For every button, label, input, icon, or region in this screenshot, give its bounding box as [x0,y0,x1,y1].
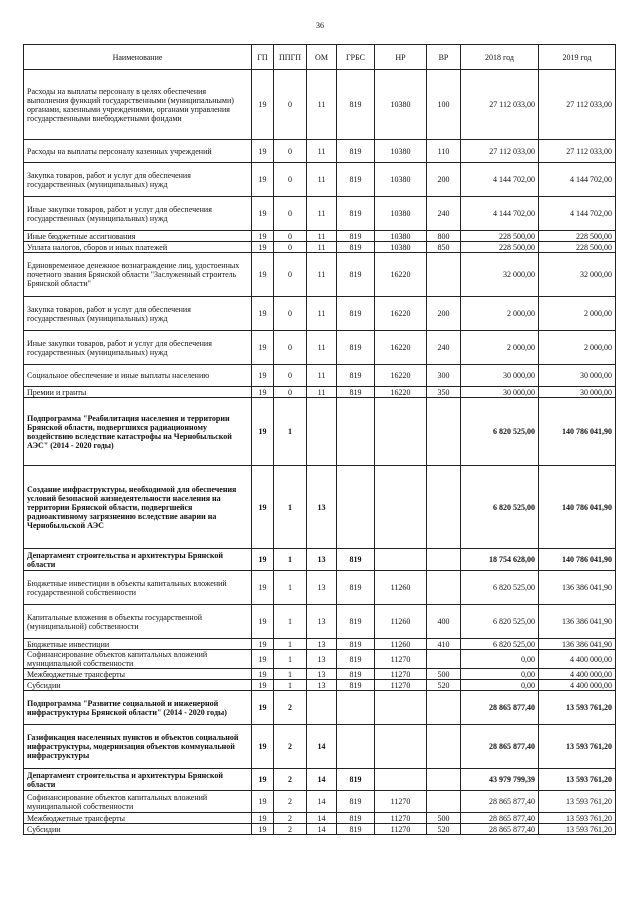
row-amount-2019: 13 593 761,20 [539,769,616,791]
row-nr: 11270 [375,824,427,835]
row-amount-2019: 4 400 000,00 [539,680,616,691]
row-om: 11 [307,70,337,140]
row-om [307,691,337,725]
row-nr: 16220 [375,365,427,387]
row-amount-2019: 4 400 000,00 [539,669,616,680]
row-ppgp: 0 [274,297,307,331]
row-vr: 240 [427,197,461,231]
row-nr: 10380 [375,140,427,163]
row-amount-2019: 13 593 761,20 [539,691,616,725]
row-ppgp: 0 [274,242,307,253]
row-ppgp: 1 [274,650,307,669]
row-om: 11 [307,197,337,231]
row-vr: 110 [427,140,461,163]
row-grbs: 819 [337,140,375,163]
row-name: Субсидии [24,680,252,691]
row-amount-2018: 28 865 877,40 [461,813,539,824]
row-vr: 400 [427,605,461,639]
row-grbs: 819 [337,813,375,824]
row-name: Закупка товаров, работ и услуг для обеспечения государственных (муниципальных) нужд [24,163,252,197]
row-vr [427,398,461,466]
header-om: ОМ [307,45,337,70]
row-ppgp: 2 [274,791,307,813]
row-ppgp: 0 [274,365,307,387]
row-nr: 16220 [375,253,427,297]
table-row [24,605,616,639]
table-row [24,70,616,140]
row-om: 13 [307,571,337,605]
row-om: 14 [307,791,337,813]
row-gp: 19 [252,163,274,197]
row-gp: 19 [252,824,274,835]
row-nr: 10380 [375,242,427,253]
row-name: Расходы на выплаты персоналу в целях обеспечения выполнения функций государственными (муниципальными) органами, казенными учреждениями, органами управления государственными внебюджетными фондами [24,70,252,140]
row-vr [427,253,461,297]
row-vr: 500 [427,813,461,824]
row-nr: 10380 [375,163,427,197]
row-nr: 16220 [375,331,427,365]
row-grbs [337,691,375,725]
row-gp: 19 [252,669,274,680]
row-nr [375,725,427,769]
row-vr [427,549,461,571]
row-nr: 11260 [375,571,427,605]
row-grbs: 819 [337,70,375,140]
row-om: 13 [307,466,337,549]
row-nr: 10380 [375,70,427,140]
header-grbs: ГРБС [337,45,375,70]
row-ppgp: 2 [274,813,307,824]
row-grbs [337,398,375,466]
row-nr: 16220 [375,297,427,331]
row-name: Межбюджетные трансферты [24,669,252,680]
row-gp: 19 [252,680,274,691]
row-om: 11 [307,331,337,365]
table-row [24,549,616,571]
row-amount-2019: 228 500,00 [539,231,616,242]
row-amount-2019: 27 112 033,00 [539,140,616,163]
table-body [24,70,616,835]
row-nr: 16220 [375,387,427,398]
header-gp: ГП [252,45,274,70]
row-nr: 11260 [375,639,427,650]
row-gp: 19 [252,605,274,639]
row-gp: 19 [252,331,274,365]
row-vr: 100 [427,70,461,140]
row-name: Капитальные вложения в объекты государственной (муниципальной) собственности [24,605,252,639]
row-amount-2018: 6 820 525,00 [461,571,539,605]
budget-table [23,44,616,835]
row-amount-2019: 228 500,00 [539,242,616,253]
row-gp: 19 [252,549,274,571]
row-gp: 19 [252,571,274,605]
row-ppgp: 1 [274,680,307,691]
row-gp: 19 [252,791,274,813]
row-grbs [337,725,375,769]
row-vr: 350 [427,387,461,398]
row-name: Расходы на выплаты персоналу казенных учреждений [24,140,252,163]
row-om: 14 [307,813,337,824]
row-vr: 800 [427,231,461,242]
row-amount-2018: 30 000,00 [461,387,539,398]
row-ppgp: 0 [274,140,307,163]
row-nr: 11270 [375,813,427,824]
row-name: Иные закупки товаров, работ и услуг для обеспечения государственных (муниципальных) нужд [24,197,252,231]
row-nr [375,769,427,791]
row-name: Бюджетные инвестиции в объекты капитальных вложений государственной собственности [24,571,252,605]
row-name: Департамент строительства и архитектуры Брянской области [24,549,252,571]
table-row [24,197,616,231]
row-ppgp: 1 [274,571,307,605]
row-amount-2019: 136 386 041,90 [539,605,616,639]
table-row [24,231,616,242]
row-amount-2018: 28 865 877,40 [461,725,539,769]
row-gp: 19 [252,813,274,824]
table-row [24,639,616,650]
row-name: Подпрограмма "Реабилитация населения и территории Брянской области, подвергшихся радиационному воздействию вследствие катастрофы на Чернобыльской АЭС" (2014 - 2020 годы) [24,398,252,466]
row-ppgp: 1 [274,605,307,639]
row-amount-2019: 140 786 041,90 [539,466,616,549]
row-ppgp: 0 [274,231,307,242]
table-row [24,140,616,163]
row-ppgp: 0 [274,70,307,140]
row-gp: 19 [252,691,274,725]
row-nr: 11270 [375,650,427,669]
row-amount-2019: 13 593 761,20 [539,813,616,824]
row-amount-2019: 32 000,00 [539,253,616,297]
row-grbs: 819 [337,571,375,605]
row-gp: 19 [252,253,274,297]
row-om: 14 [307,769,337,791]
row-nr [375,549,427,571]
row-nr: 10380 [375,231,427,242]
row-amount-2018: 228 500,00 [461,231,539,242]
table-row [24,769,616,791]
row-amount-2018: 4 144 702,00 [461,163,539,197]
row-amount-2019: 13 593 761,20 [539,725,616,769]
row-grbs: 819 [337,669,375,680]
row-amount-2019: 4 144 702,00 [539,197,616,231]
row-vr: 850 [427,242,461,253]
row-om: 13 [307,669,337,680]
row-amount-2018: 6 820 525,00 [461,605,539,639]
row-grbs: 819 [337,253,375,297]
row-om [307,398,337,466]
row-name: Уплата налогов, сборов и иных платежей [24,242,252,253]
row-om: 14 [307,824,337,835]
row-nr: 11270 [375,669,427,680]
table-row [24,680,616,691]
row-gp: 19 [252,387,274,398]
row-amount-2018: 28 865 877,40 [461,824,539,835]
header-vr: ВР [427,45,461,70]
row-om: 11 [307,297,337,331]
row-amount-2018: 28 865 877,40 [461,791,539,813]
row-amount-2018: 28 865 877,40 [461,691,539,725]
row-grbs: 819 [337,549,375,571]
row-om: 11 [307,253,337,297]
row-gp: 19 [252,297,274,331]
row-nr [375,466,427,549]
row-grbs: 819 [337,297,375,331]
row-name: Закупка товаров, работ и услуг для обеспечения государственных (муниципальных) нужд [24,297,252,331]
row-ppgp: 0 [274,163,307,197]
table-row [24,398,616,466]
row-ppgp: 2 [274,824,307,835]
row-gp: 19 [252,231,274,242]
row-amount-2019: 136 386 041,90 [539,571,616,605]
row-vr: 520 [427,680,461,691]
row-amount-2019: 13 593 761,20 [539,791,616,813]
row-gp: 19 [252,197,274,231]
row-grbs [337,466,375,549]
row-grbs: 819 [337,163,375,197]
row-ppgp: 0 [274,387,307,398]
row-gp: 19 [252,398,274,466]
table-row [24,791,616,813]
row-name: Создание инфраструктуры, необходимой для обеспечения условий безопасной жизнедеятельности населения на территории Брянской области, подвергшейся радиоактивному загрязнению вследствие аварии на Чернобыльской АЭС [24,466,252,549]
row-nr: 10380 [375,197,427,231]
row-gp: 19 [252,639,274,650]
row-grbs: 819 [337,231,375,242]
row-om: 11 [307,163,337,197]
row-nr [375,691,427,725]
row-vr [427,725,461,769]
row-ppgp: 1 [274,398,307,466]
row-ppgp: 0 [274,331,307,365]
row-ppgp: 1 [274,639,307,650]
row-amount-2018: 6 820 525,00 [461,466,539,549]
table-row [24,466,616,549]
row-gp: 19 [252,650,274,669]
table-row [24,725,616,769]
row-om: 13 [307,650,337,669]
table-row [24,242,616,253]
row-vr: 520 [427,824,461,835]
row-amount-2019: 30 000,00 [539,365,616,387]
row-name: Подпрограмма "Развитие социальной и инженерной инфраструктуры Брянской области" (2014 - 2020 годы) [24,691,252,725]
row-amount-2018: 2 000,00 [461,297,539,331]
row-vr: 240 [427,331,461,365]
row-amount-2018: 27 112 033,00 [461,70,539,140]
table-row [24,297,616,331]
row-name: Бюджетные инвестиции [24,639,252,650]
row-name: Социальное обеспечение и иные выплаты населению [24,365,252,387]
row-name: Газификация населенных пунктов и объектов социальной инфраструктуры, модернизация объектов коммунальной инфраструктуры [24,725,252,769]
row-amount-2018: 18 754 628,00 [461,549,539,571]
row-amount-2019: 27 112 033,00 [539,70,616,140]
row-name: Межбюджетные трансферты [24,813,252,824]
row-grbs: 819 [337,365,375,387]
row-gp: 19 [252,140,274,163]
row-grbs: 819 [337,791,375,813]
table-row [24,331,616,365]
row-vr [427,650,461,669]
row-amount-2018: 2 000,00 [461,331,539,365]
row-amount-2019: 2 000,00 [539,331,616,365]
table-row [24,669,616,680]
row-om: 11 [307,365,337,387]
row-grbs: 819 [337,680,375,691]
row-gp: 19 [252,242,274,253]
row-grbs: 819 [337,605,375,639]
row-amount-2019: 140 786 041,90 [539,398,616,466]
row-grbs: 819 [337,331,375,365]
header-name: Наименование [24,45,252,70]
row-ppgp: 2 [274,769,307,791]
row-amount-2018: 6 820 525,00 [461,398,539,466]
row-amount-2018: 0,00 [461,680,539,691]
row-amount-2018: 27 112 033,00 [461,140,539,163]
table-row [24,691,616,725]
row-ppgp: 1 [274,466,307,549]
row-vr [427,791,461,813]
table-row [24,824,616,835]
row-grbs: 819 [337,387,375,398]
row-gp: 19 [252,466,274,549]
row-nr: 11270 [375,680,427,691]
row-amount-2018: 32 000,00 [461,253,539,297]
row-amount-2018: 0,00 [461,650,539,669]
row-amount-2019: 4 144 702,00 [539,163,616,197]
table-header-row [24,45,616,70]
row-vr [427,571,461,605]
row-amount-2018: 30 000,00 [461,365,539,387]
row-grbs: 819 [337,650,375,669]
row-gp: 19 [252,769,274,791]
table-row [24,253,616,297]
row-nr: 11270 [375,791,427,813]
row-vr: 200 [427,163,461,197]
row-amount-2018: 228 500,00 [461,242,539,253]
row-ppgp: 1 [274,549,307,571]
row-grbs: 819 [337,824,375,835]
row-gp: 19 [252,725,274,769]
row-om: 13 [307,639,337,650]
row-vr: 410 [427,639,461,650]
row-grbs: 819 [337,639,375,650]
row-amount-2019: 2 000,00 [539,297,616,331]
row-vr: 500 [427,669,461,680]
row-om: 11 [307,387,337,398]
row-om: 11 [307,140,337,163]
row-om: 13 [307,549,337,571]
row-name: Единовременное денежное вознаграждение лиц, удостоенных почетного звания Брянской области "Заслуженный строитель Брянской области" [24,253,252,297]
row-ppgp: 0 [274,197,307,231]
row-amount-2019: 4 400 000,00 [539,650,616,669]
row-name: Департамент строительства и архитектуры Брянской области [24,769,252,791]
row-amount-2019: 140 786 041,90 [539,549,616,571]
table-row [24,387,616,398]
row-vr [427,769,461,791]
header-ppgp: ППГП [274,45,307,70]
row-vr [427,691,461,725]
row-amount-2018: 43 979 799,39 [461,769,539,791]
row-grbs: 819 [337,197,375,231]
row-vr [427,466,461,549]
row-amount-2019: 13 593 761,20 [539,824,616,835]
row-name: Премии и гранты [24,387,252,398]
row-gp: 19 [252,365,274,387]
row-grbs: 819 [337,769,375,791]
row-amount-2019: 30 000,00 [539,387,616,398]
row-amount-2018: 6 820 525,00 [461,639,539,650]
row-nr [375,398,427,466]
table-row [24,813,616,824]
table-row [24,163,616,197]
row-om: 13 [307,605,337,639]
row-amount-2019: 136 386 041,90 [539,639,616,650]
row-vr: 200 [427,297,461,331]
row-name: Софинансирование объектов капитальных вложений муниципальной собственности [24,650,252,669]
table-row [24,650,616,669]
row-ppgp: 2 [274,691,307,725]
row-grbs: 819 [337,242,375,253]
row-gp: 19 [252,70,274,140]
header-nr: НР [375,45,427,70]
header-2019: 2019 год [539,45,616,70]
row-name: Софинансирование объектов капитальных вложений муниципальной собственности [24,791,252,813]
row-ppgp: 0 [274,253,307,297]
page-number: 36 [316,21,324,30]
row-om: 14 [307,725,337,769]
row-name: Иные бюджетные ассигнования [24,231,252,242]
row-name: Иные закупки товаров, работ и услуг для обеспечения государственных (муниципальных) нужд [24,331,252,365]
row-nr: 11260 [375,605,427,639]
table-row [24,571,616,605]
row-om: 11 [307,242,337,253]
row-vr: 300 [427,365,461,387]
row-om: 13 [307,680,337,691]
row-name: Субсидии [24,824,252,835]
row-om: 11 [307,231,337,242]
row-ppgp: 1 [274,669,307,680]
row-ppgp: 2 [274,725,307,769]
row-amount-2018: 4 144 702,00 [461,197,539,231]
header-2018: 2018 год [461,45,539,70]
table-row [24,365,616,387]
row-amount-2018: 0,00 [461,669,539,680]
